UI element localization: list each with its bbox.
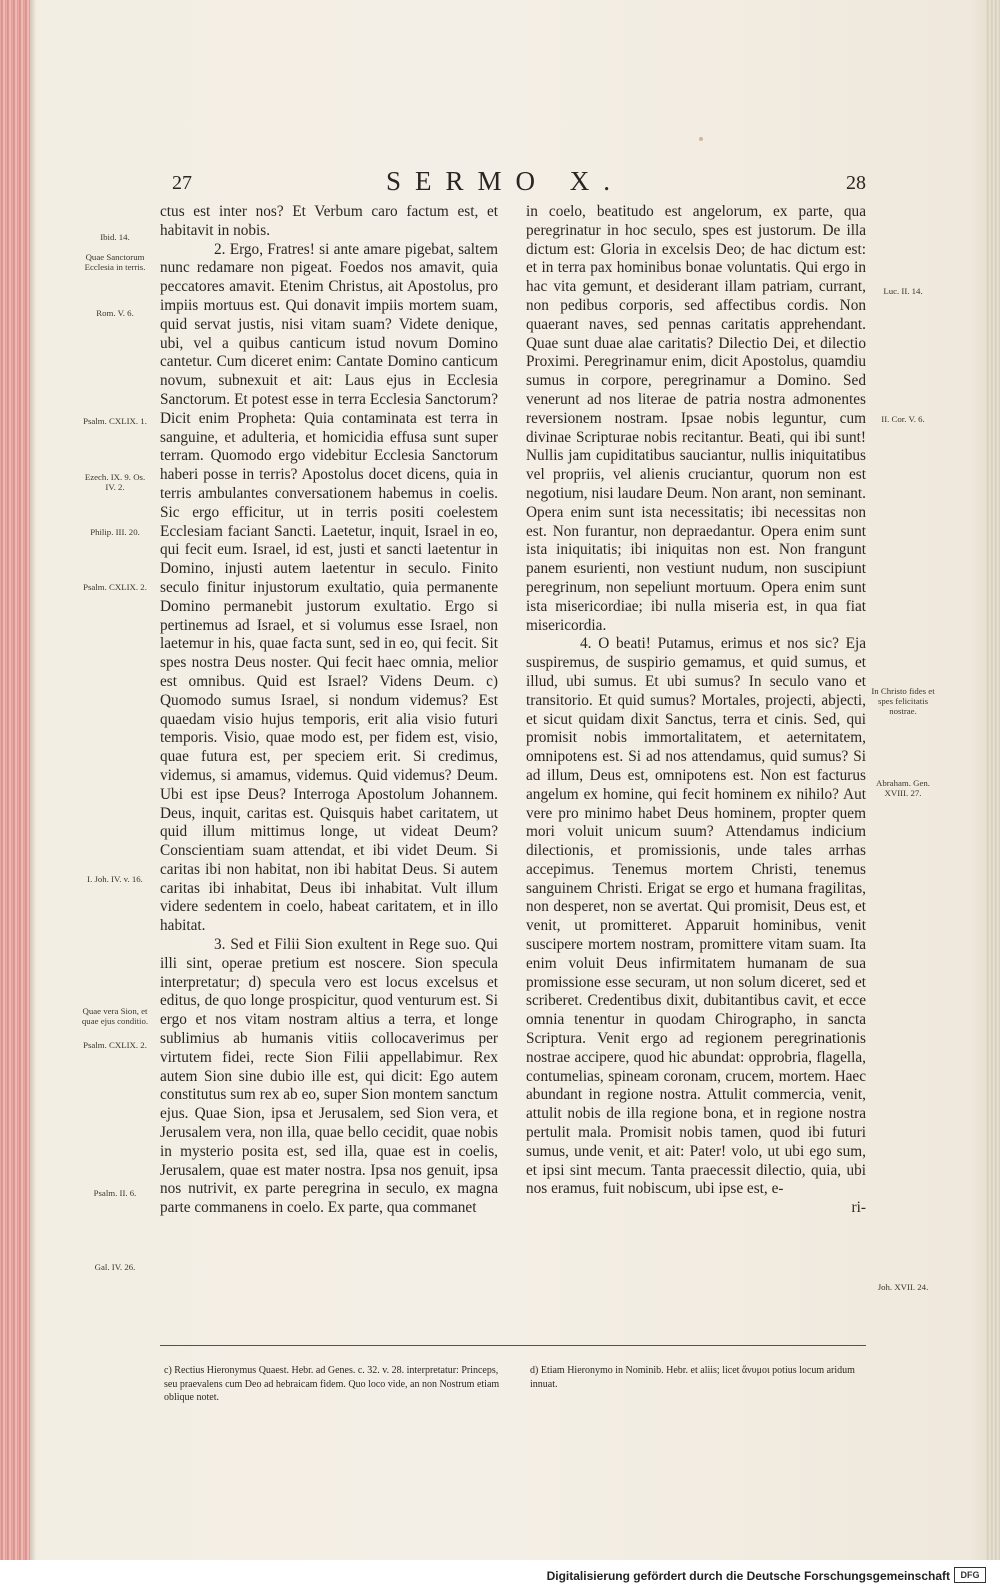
margin-note: Quae Sanctorum Ecclesia in terris. <box>84 252 146 272</box>
text-column-right <box>526 203 866 1218</box>
catchword: ri- <box>851 1199 866 1217</box>
page-edge-left <box>0 0 30 1560</box>
margin-note: Ezech. IX. 9. Os. IV. 2. <box>84 472 146 492</box>
margin-note: II. Cor. V. 6. <box>881 414 925 424</box>
margin-note: I. Joh. IV. v. 16. <box>87 874 143 884</box>
margin-note: Psalm. II. 6. <box>93 1188 137 1198</box>
paragraph: 2. Ergo, Fratres! si ante amare pigebat, saltem nunc redamare non pigeat. Foedos nos amavit, quia peccatores amavit. Etenim Christus, ait Apostolus, pro impiis mortuus est. Qui donavit impiis mortem suam, quid servat justis, nisi vitam suam? Videte denique, ubi, vel a quibus canticum istud novum Domino cantetur. Cum diceret enim: Cantate Domino canticum novum, subnexuit et ait: Laus ejus in Ecclesia Sanctorum. Et potest esse in terra Ecclesia Sanctorum? Dicit enim Propheta: Quia contaminata est terra in sanguine, et adulteria, et homicidia effusa sunt super terram. Quomodo ergo videbitur Ecclesia Sanctorum haberi posse in terris? Apostolus docet dicens, quia in terris ambulantes conversationem habemus in coelis. Sic ergo efficitur, ut in terris positi coelestem Ecclesiam faciant Sancti. Laetetur, inquit, Israel in eo, qui fecit eum. Israel, id est, justi et sancti laetentur in Domino, injusti autem laetentur in seculo. Finito seculo finitur injustorum exultatio, quia permanente Domino permanebit justorum exultatio. Ergo si pertinemus ad Israel, et si volumus esse Israel, non laetemur in his, quae facta sunt, sed in eo, qui fecit. Sit spes nostra Deus noster. Qui fecit haec omnia, melior est omnibus. Quid est Israel? Videns Deum. c) Quomodo sumus Israel, si nondum videmus? Est quaedam visio hujus temporis, erit alia visio futuri temporis. Visio, quae modo est, per fidem est, visio, quae futura est, per speciem erit. Si credimus, videmus, si amamus, videmus. Quid videmus? Deum. Ubi est ipse Deus? Interroga Apostolum Johannem. Deus, inquit, caritas est. Quisquis habet caritatem, ut quid illum mittimus longe, ut videat Deum? Conscientiam suam attendat, et ibi videt Deum. Si caritas ibi non habitat, non ibi habitat Deus. Si autem caritas ibi inhabitat, Deus ibi inhabitat. Vult illum videre sedentem in coelo, habeat caritatem, et in illo habitat. <box>160 240 498 935</box>
running-header <box>160 166 866 196</box>
margin-note: Quae vera Sion, et quae ejus conditio. <box>81 1006 149 1026</box>
funding-credit: Digitalisierung gefördert durch die Deutsche Forschungsgemeinschaft <box>546 1569 950 1583</box>
gutter-shadow <box>30 0 36 1560</box>
margin-note: Abraham. Gen. XVIII. 27. <box>876 778 930 798</box>
margin-note: Philip. III. 20. <box>90 527 140 537</box>
margin-note: Psalm. CXLIX. 1. <box>83 416 147 426</box>
paragraph: in coelo, beatitudo est angelorum, ex parte, qua peregrinatur in hoc seculo, spes est justorum. De illa dictum est: Gloria in excelsis Deo; de hac dictum est: et in terra pax hominibus bonae voluntatis. Qui ergo in hac vita gemunt, et desiderant illam patriam, currant, non pedibus corporis, sed affectibus cordis. Non quaerant naves, sed pennas caritatis apprehendant. Quae sunt duae alae caritatis? Dilectio Dei, et dilectio Proximi. Peregrinamur enim, dicit Apostolus, quamdiu sumus in corpore, peregrinamur a Domino. Sed venerunt ad nos literae de patria nostra admonentes reversionem nostram. Ipsae nobis leguntur, cum divinae Scripturae nobis recitantur. Beati, qui ibi sunt! Nullis jam cupiditatibus sauciantur, nullis iniquitatibus vel propriis, vel alienis cruciantur, quorum non est negotium, nisi laudare Deum. Non arant, non seminant. Opera enim sunt ista necessitatis; ibi necessitas non est. Non furantur, non depraedantur. Opera enim sunt ista iniquitatis; ibi iniquitas non est. Non frangunt panem esurienti, non vestiunt nudum, non suscipiunt peregrinum, non sepeliunt mortuum. Opera enim sunt ista misericordiae; ibi nulla miseria est, in qua fiat misericordia. <box>526 203 866 634</box>
page-number-right: 28 <box>846 172 866 194</box>
margin-note: Joh. XVII. 24. <box>877 1282 929 1292</box>
sermon-title: SERMO X. <box>385 166 625 196</box>
text-column-left <box>160 203 498 1218</box>
ink-spot <box>699 137 703 141</box>
margin-note: Psalm. CXLIX. 2. <box>83 1040 147 1050</box>
margin-note: Luc. II. 14. <box>883 286 923 296</box>
margin-note: Psalm. CXLIX. 2. <box>83 582 147 592</box>
paragraph: ctus est inter nos? Et Verbum caro factum est, et habitavit in nobis. <box>160 203 498 239</box>
page-edge-right <box>986 0 1000 1560</box>
footnote-d: d) Etiam Hieronymo in Nominib. Hebr. et aliis; licet ἄνυμοι potius locum aridum innuat. <box>530 1365 855 1390</box>
margin-note: Ibid. 14. <box>100 232 130 242</box>
dfg-logo: DFG <box>954 1567 986 1583</box>
footnote-c: c) Rectius Hieronymus Quaest. Hebr. ad Genes. c. 32. v. 28. interpretatur: Princeps, seu praevalens cum Deo ad hebraicam fidem. Quo loco vide, an non Nostrum etiam oblique notet. <box>164 1365 500 1403</box>
paragraph: 4. O beati! Putamus, erimus et nos sic? Eja suspiremus, de suspirio gemamus, et quid sumus, et illud, ubi sumus. Et ubi sumus? In seculo vano et transitorio. Et quid sumus? Mortales, projecti, abjecti, et sicut quidam dixit Sanctus, terra et cinis. Sed, qui promisit nobis immortalitatem, et aeternitatem, omnipotens est. Si ad nos attendamus, quid sumus? Si ad illum, Deus est, omnipotens est. Non est facturus angelum ex homine, qui fecit hominem ex nihilo? Aut vere pro minimo habet Deus hominem, propter quem mori voluit unicum suum? Attendamus indicium dilectionis, et promissionis, unde tales arrhas accepimus. Tenemus mortem Christi, tenemus sanguinem Christi. Erigat se ergo et humana fragilitas, non desperet, non se avertat. Qui promisit, Deus est, et venit, ut promitteret. Apparuit hominibus, venit suscipere mortem nostram, promittere vitam suam. Ita enim voluit Deus infirmitatem humanam de sua promissione esse securam, ut non solum diceret, sed et scriberet. Credentibus dixit, dubitantibus cavit, et ecce omnia tenentur in quodam Chirographo, in sancta Scriptura. Venit ergo ad regionem peregrinationis nostrae accipere, quod hic abundat: opprobria, flagella, contumelias, spineam coronam, crucem, mortem. Haec abundant in regione nostra. Attulit commercia, venit, attulit nobis de illa regione bona, et in regione nostra pertulit mala. Promisit nobis tamen, quod ibi futuri sumus, unde venit, et ait: Pater! volo, ut ubi ego sum, et ipsi sint mecum. Tanta praecessit dilectio, quia, ubi nos eramus, fuit nobiscum, ubi ipse est, e- <box>526 635 866 1198</box>
footnote-divider <box>160 1345 866 1346</box>
margin-note: Gal. IV. 26. <box>94 1262 136 1272</box>
page-number-left: 27 <box>172 172 192 194</box>
margin-note: In Christo fides et spes felicitatis nostrae. <box>871 686 935 716</box>
margin-note: Rom. V. 6. <box>96 308 134 318</box>
paragraph: 3. Sed et Filii Sion exultent in Rege suo. Qui illi sint, operae pretium est noscere. Sion specula interpretatur; d) specula vero est locus excelsus et editus, de quo longe prospicitur, quod venturum est. Si ergo et nos vitam nostram altius a terra, et longe sublimius ab humanis vitiis collocaverimus per virtutem fidei, recte Sion Filii appellabimur. Rex autem Sion sine dubio ille est, qui dicit: Ego autem constitutus sum rex ab eo, super Sion montem sanctum ejus. Quae Sion, ipsa et Jerusalem, sed Sion vera, et Jerusalem vera, non illa, quae bello cecidit, quae nobis in mysterio posita est, sed illa, quae est in coelis, Jerusalem, quae est mater nostra. Ipsa nos genuit, ipsa nos nutrivit, ex parte peregrina in seculo, ex magna parte commanens in coelo. Ex parte, qua commanet <box>160 936 498 1217</box>
